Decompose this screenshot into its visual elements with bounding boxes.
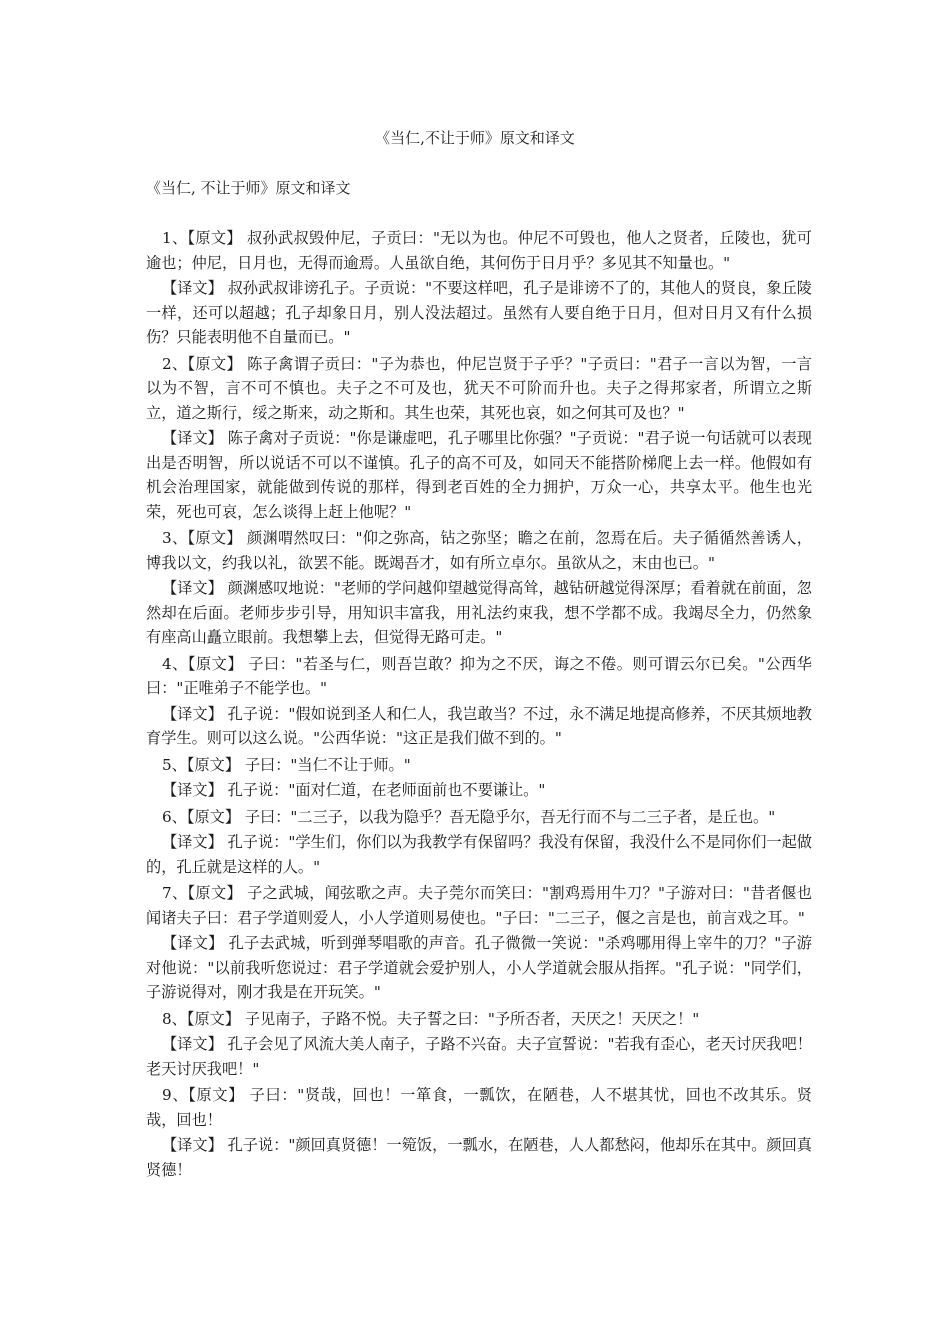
paragraph-original-2: 2、【原文】 陈子禽谓子贡曰："子为恭也，仲尼岂贤于子乎？"子贡曰："君子一言以为智，一言以为不智，言不可不慎也。夫子之不可及也，犹天不可阶而升也。夫子之得邦家者，所谓立之斯立，道之斯行，绥之斯来，动之斯和。其生也荣，其死也哀，如之何其可及也？" (146, 354, 812, 422)
paragraph-translation-1: 【译文】 叔孙武叔诽谤孔子。子贡说："不要这样吧，孔子是诽谤不了的，其他人的贤良，象丘陵一样，还可以超越；孔子却象日月，别人没法超过。虽然有人要自绝于日月，但对日月又有什么损伤？只能表明他不自量而已。" (146, 279, 812, 346)
document-body (146, 226, 812, 1184)
paragraph-original-8: 8、【原文】 子见南子，子路不悦。夫子誓之曰："予所否者，天厌之！天厌之！" (162, 1009, 700, 1028)
paragraph-translation-7: 【译文】 孔子去武城，听到弹琴唱歌的声音。孔子微微一笑说："杀鸡哪用得上宰牛的刀？"子游对他说："以前我听您说过：君子学道就会爱护别人，小人学道就会服从指挥。"孔子说："同学们，子游说得对，刚才我是在开玩笑。" (146, 934, 812, 1001)
document-subtitle: 《当仁, 不让于师》原文和译文 (146, 179, 351, 197)
paragraph-original-7: 7、【原文】 子之武城，闻弦歌之声。夫子莞尔而笑曰："割鸡焉用牛刀？"子游对曰："昔者偃也闻诸夫子曰：君子学道则爱人，小人学道则易使也。"子曰："二三子，偃之言是也，前言戏之耳。" (146, 884, 812, 927)
paragraph-original-3: 3、【原文】 颜渊喟然叹曰："仰之弥高，钻之弥坚；瞻之在前，忽焉在后。夫子循循然善诱人，博我以文，约我以礼，欲罢不能。既竭吾才，如有所立卓尔。虽欲从之，末由也已。" (146, 529, 812, 572)
paragraph-translation-4: 【译文】 孔子说："假如说到圣人和仁人，我岂敢当？不过，永不满足地提高修养，不厌其烦地教育学生。则可以这么说。"公西华说："这正是我们做不到的。" (146, 704, 812, 747)
paragraph-original-5: 5、【原文】 子曰："当仁不让于师。" (162, 755, 411, 774)
paragraph-translation-5: 【译文】 孔子说："面对仁道，在老师面前也不要谦让。" (162, 781, 546, 799)
paragraph-original-9: 9、【原文】 子曰："贤哉，回也！一箪食，一瓢饮，在陋巷，人不堪其忧，回也不改其乐。贤哉，回也！ (146, 1086, 812, 1129)
paragraph-original-4: 4、【原文】 子曰："若圣与仁，则吾岂敢？抑为之不厌，诲之不倦。则可谓云尔已矣。"公西华曰："正唯弟子不能学也。" (146, 654, 812, 697)
paragraph-translation-9: 【译文】 孔子说："颜回真贤德！一箢饭，一瓢水，在陋巷，人人都愁闷，他却乐在其中。颜回真贤德！ (146, 1136, 812, 1179)
paragraph-original-6: 6、【原文】 子曰："二三子，以我为隐乎？吾无隐乎尔，吾无行而不与二三子者，是丘也。" (162, 807, 776, 826)
paragraph-translation-8: 【译文】 孔子会见了风流大美人南子，子路不兴奋。夫子宣誓说："若我有歪心，老天讨厌我吧！老天讨厌我吧！" (146, 1035, 812, 1078)
paragraph-translation-3: 【译文】 颜渊感叹地说："老师的学问越仰望越觉得高耸，越钻研越觉得深厚；看着就在前面，忽然却在后面。老师步步引导，用知识丰富我，用礼法约束我，想不学都不成。我竭尽全力，仍然象有座高山矗立眼前。我想攀上去，但觉得无路可走。" (146, 579, 812, 646)
paragraph-translation-2: 【译文】 陈子禽对子贡说："你是谦虚吧，孔子哪里比你强？"子贡说："君子说一句话就可以表现出是否明智，所以说话不可以不谨慎。孔子的高不可及，如同天不能搭阶梯爬上去一样。他假如有机会治理国家，就能做到传说的那样，得到老百姓的全力拥护，万众一心，共享太平。他生也光荣，死也可哀，怎么谈得上赶上他呢？" (146, 429, 812, 521)
document-title: 《当仁,不让于师》原文和译文 (375, 129, 575, 147)
paragraph-translation-6: 【译文】 孔子说："学生们，你们以为我教学有保留吗？我没有保留，我没什么不是同你们一起做的，孔丘就是这样的人。" (146, 833, 812, 876)
paragraph-original-1: 1、【原文】 叔孙武叔毁仲尼，子贡曰："无以为也。仲尼不可毁也，他人之贤者，丘陵也，犹可逾也；仲尼，日月也，无得而逾焉。人虽欲自绝，其何伤于日月乎？多见其不知量也。" (146, 229, 812, 272)
